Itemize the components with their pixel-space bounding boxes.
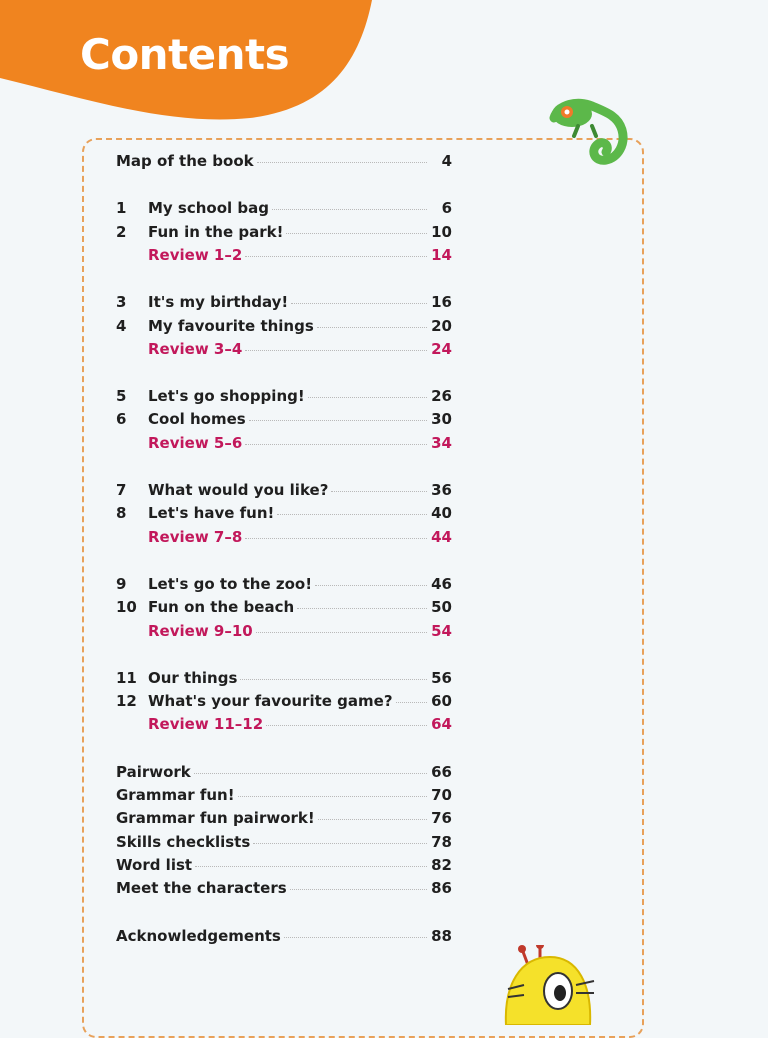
toc-entry — [116, 879, 452, 903]
toc-entry — [116, 317, 452, 341]
toc-dot-leader — [284, 937, 427, 938]
toc-title: Skills checklists — [116, 832, 251, 851]
toc-page-number: 36 — [431, 481, 452, 499]
toc-dot-leader — [297, 608, 427, 609]
toc-page-number: 16 — [431, 293, 452, 312]
toc-dot-leader — [245, 256, 427, 257]
toc-entry — [116, 809, 452, 833]
toc-page-number: 56 — [431, 668, 452, 687]
toc-unit-number: 11 — [116, 668, 137, 687]
toc-page-number: 50 — [431, 598, 452, 617]
toc-entry — [116, 927, 452, 951]
toc-dot-leader — [256, 632, 427, 633]
toc-page-number: 86 — [431, 879, 452, 898]
toc-page-number: 44 — [431, 527, 452, 546]
toc-entry — [116, 598, 452, 622]
toc-title: My school bag — [148, 199, 269, 218]
toc-entry — [116, 669, 452, 693]
toc-review-entry — [116, 528, 452, 552]
toc-dot-leader — [331, 491, 427, 492]
page-title: Contents — [80, 30, 290, 79]
toc-title: My favourite things — [148, 316, 314, 335]
toc-entry — [116, 481, 452, 505]
toc-page-number: 14 — [431, 245, 452, 264]
toc-page-number: 54 — [431, 621, 452, 640]
toc-entry — [116, 504, 452, 528]
toc-title: Grammar fun pairwork! — [116, 809, 315, 828]
toc-dot-leader — [257, 162, 427, 163]
toc-page-number: 20 — [431, 316, 452, 335]
toc-dot-leader — [266, 725, 427, 726]
toc-dot-leader — [290, 889, 427, 890]
toc-unit-number: 8 — [116, 504, 127, 523]
toc-unit-number: 7 — [116, 481, 127, 499]
toc-page-number: 46 — [431, 574, 452, 593]
toc-page-number: 30 — [431, 410, 452, 429]
toc-entry — [116, 152, 452, 176]
toc-title: Review 9–10 — [148, 621, 253, 640]
toc-dot-leader — [308, 397, 427, 398]
toc-unit-number: 5 — [116, 387, 127, 406]
toc-unit-number: 2 — [116, 222, 127, 241]
toc-title: Review 3–4 — [148, 339, 243, 358]
toc-entry — [116, 575, 452, 599]
toc-dot-leader — [291, 303, 427, 304]
toc-page-number: 64 — [431, 715, 452, 734]
toc-review-entry — [116, 340, 452, 364]
toc-dot-leader — [240, 679, 427, 680]
toc-page-number: 66 — [431, 762, 452, 781]
toc-page-number: 34 — [431, 433, 452, 452]
toc-title: Let's go to the zoo! — [148, 574, 313, 593]
toc-title: Review 11–12 — [148, 715, 264, 734]
toc-page-number: 40 — [431, 504, 452, 523]
toc-unit-number: 1 — [116, 199, 127, 218]
toc-review-entry — [116, 434, 452, 458]
toc-dot-leader — [245, 538, 427, 539]
monster-icon — [500, 945, 600, 1029]
toc-title: Our things — [148, 668, 238, 687]
toc-page-number: 4 — [441, 152, 452, 170]
toc-title: Pairwork — [116, 762, 191, 781]
toc-dot-leader — [318, 819, 427, 820]
toc-page-number: 10 — [431, 222, 452, 241]
toc-title: Word list — [116, 855, 193, 874]
toc-title: Acknowledgements — [116, 926, 281, 945]
toc-unit-number: 10 — [116, 598, 137, 617]
toc-review-entry — [116, 246, 452, 270]
toc-page-number: 88 — [431, 926, 452, 945]
toc-dot-leader — [245, 444, 427, 445]
toc-title: Review 5–6 — [148, 433, 243, 452]
toc-dot-leader — [245, 350, 427, 351]
toc-entry — [116, 293, 452, 317]
toc-dot-leader — [253, 843, 427, 844]
toc-entry — [116, 410, 452, 434]
toc-title: It's my birthday! — [148, 293, 289, 312]
toc-title: Review 1–2 — [148, 245, 243, 264]
toc-title: What's your favourite game? — [148, 692, 393, 711]
toc-title: Cool homes — [148, 410, 246, 429]
toc-title: Fun in the park! — [148, 222, 284, 241]
toc-unit-number: 9 — [116, 574, 127, 593]
toc-dot-leader — [238, 796, 427, 797]
toc-page-number: 6 — [441, 199, 452, 218]
toc-title: Let's go shopping! — [148, 387, 305, 406]
toc-dot-leader — [272, 209, 427, 210]
toc-dot-leader — [286, 233, 427, 234]
toc-review-entry — [116, 622, 452, 646]
toc-dot-leader — [194, 773, 427, 774]
toc-title: Meet the characters — [116, 879, 287, 898]
toc-page-number: 70 — [431, 786, 452, 804]
toc-entry — [116, 387, 452, 411]
toc-dot-leader — [315, 585, 427, 586]
header-banner — [0, 0, 380, 125]
toc-page-number: 78 — [431, 832, 452, 851]
toc-entry — [116, 223, 452, 247]
toc-review-entry — [116, 715, 452, 739]
toc-unit-number: 12 — [116, 692, 137, 711]
toc-entry — [116, 833, 452, 857]
toc-dot-leader — [277, 514, 427, 515]
toc-entry — [116, 692, 452, 716]
toc-page-number: 82 — [431, 855, 452, 874]
toc-page-number: 60 — [431, 692, 452, 711]
toc-title: Grammar fun! — [116, 786, 235, 804]
toc-dot-leader — [195, 866, 427, 867]
toc-unit-number: 3 — [116, 293, 127, 312]
toc-dot-leader — [249, 420, 427, 421]
toc-dot-leader — [317, 327, 427, 328]
toc-dot-leader — [396, 702, 427, 703]
chameleon-icon — [548, 96, 638, 180]
toc-title: Review 7–8 — [148, 527, 243, 546]
toc-entry — [116, 763, 452, 787]
toc-title: Map of the book — [116, 152, 254, 170]
toc-unit-number: 4 — [116, 316, 127, 335]
toc-page-number: 76 — [431, 809, 452, 828]
toc-unit-number: 6 — [116, 410, 127, 429]
toc-entry — [116, 856, 452, 880]
toc-entry — [116, 786, 452, 810]
toc-page-number: 24 — [431, 339, 452, 358]
toc-entry — [116, 199, 452, 223]
toc-page-number: 26 — [431, 387, 452, 406]
toc-title: Let's have fun! — [148, 504, 275, 523]
toc-title: Fun on the beach — [148, 598, 295, 617]
toc-title: What would you like? — [148, 481, 329, 499]
